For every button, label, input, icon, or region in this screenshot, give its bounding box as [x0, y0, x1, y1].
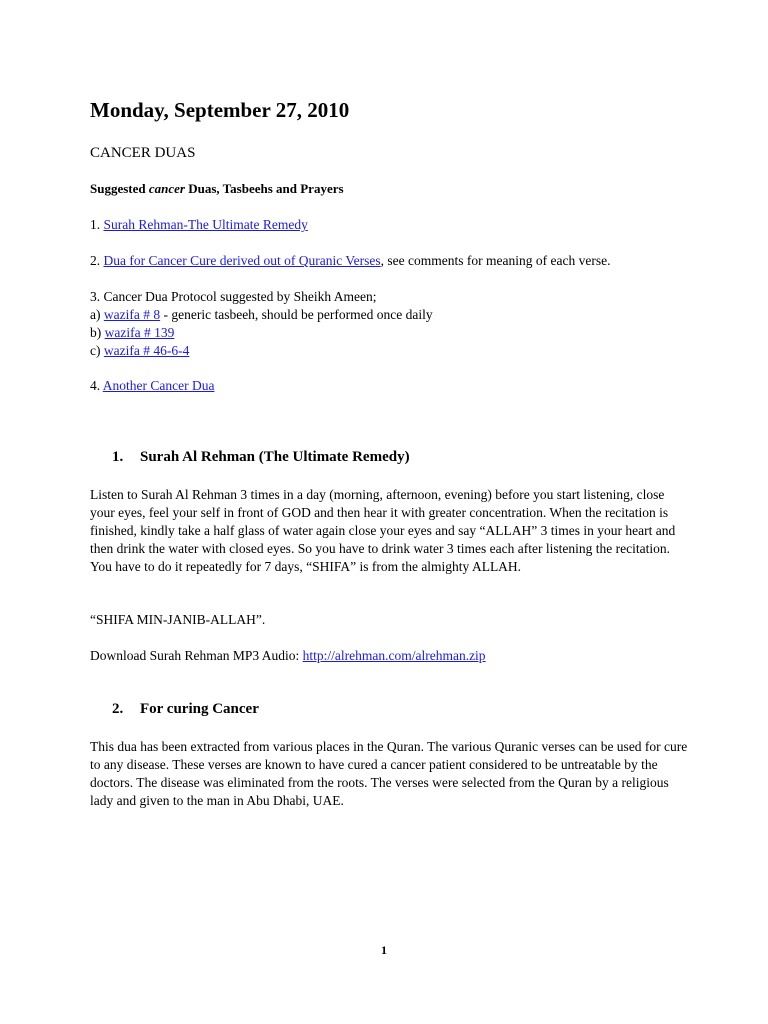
- page-number: 1: [381, 943, 387, 957]
- suggested-prefix: Suggested: [90, 181, 149, 196]
- surah-rehman-link[interactable]: Surah Rehman-The Ultimate Remedy: [103, 217, 308, 232]
- section-title: For curing Cancer: [140, 701, 259, 717]
- list-number: 4.: [90, 378, 103, 393]
- subitem-prefix: c): [90, 343, 104, 358]
- download-mp3-link[interactable]: http://alrehman.com/alrehman.zip: [302, 648, 486, 663]
- list-item-3: 3. Cancer Dua Protocol suggested by Sheikh Ameen;: [90, 289, 377, 304]
- another-cancer-dua-link[interactable]: Another Cancer Dua: [102, 378, 215, 393]
- section-2-heading: [112, 701, 259, 718]
- list-subitem-a: [90, 306, 433, 324]
- subitem-prefix: b): [90, 325, 105, 340]
- download-line: [90, 647, 486, 665]
- section-number: 1.: [112, 449, 124, 465]
- section-title: Surah Al Rehman (The Ultimate Remedy): [140, 449, 410, 465]
- list-item-2-rest: , see comments for meaning of each verse.: [380, 253, 611, 268]
- suggested-subheading: [90, 181, 344, 197]
- list-subitem-b: [90, 324, 174, 342]
- list-item-1: [90, 216, 308, 234]
- wazifa-8-link[interactable]: wazifa # 8: [103, 307, 161, 322]
- wazifa-139-link[interactable]: wazifa # 139: [104, 325, 175, 340]
- suggested-emphasis: cancer: [148, 181, 185, 196]
- post-date-title: Monday, September 27, 2010: [90, 98, 350, 122]
- wazifa-46-6-4-link[interactable]: wazifa # 46-6-4: [103, 343, 190, 358]
- subitem-a-rest: - generic tasbeeh, should be performed once daily: [160, 307, 433, 322]
- document-heading: CANCER DUAS: [90, 145, 196, 161]
- list-number: 2.: [90, 253, 104, 268]
- section-number: 2.: [112, 701, 124, 717]
- suggested-suffix: Duas, Tasbeehs and Prayers: [184, 181, 344, 196]
- list-subitem-c: [90, 342, 189, 360]
- list-item-4: [90, 377, 214, 395]
- subitem-prefix: a): [90, 307, 104, 322]
- list-item-2: [90, 252, 610, 270]
- section-1-paragraph: Listen to Surah Al Rehman 3 times in a day (morning, afternoon, evening) before you start listening, close your eyes, feel your self in front of GOD and then hear it with greater concentration. When the recitation is finished, kindly take a half glass of water again close your eyes and say “ALLAH” 3 times in your heart and then drink the water with closed eyes. So you have to drink water 3 times each after listening the recitation. You have to do it repeatedly for 7 days, “SHIFA” is from the almighty ALLAH.: [90, 487, 676, 574]
- list-number: 1.: [90, 217, 104, 232]
- shifa-quote: “SHIFA MIN-JANIB-ALLAH”.: [90, 612, 266, 627]
- section-1-heading: [112, 449, 410, 466]
- download-label: Download Surah Rehman MP3 Audio:: [90, 648, 303, 663]
- section-2-paragraph: This dua has been extracted from various places in the Quran. The various Quranic verses can be used for cure to any disease. These verses are known to have cured a cancer patient considered to be untreatable by the doctors. The disease was eliminated from the roots. The verses were selected from the Quran by a religious lady and given to the man in Abu Dhabi, UAE.: [90, 739, 688, 808]
- dua-cancer-cure-link[interactable]: Dua for Cancer Cure derived out of Quranic Verses: [103, 253, 381, 268]
